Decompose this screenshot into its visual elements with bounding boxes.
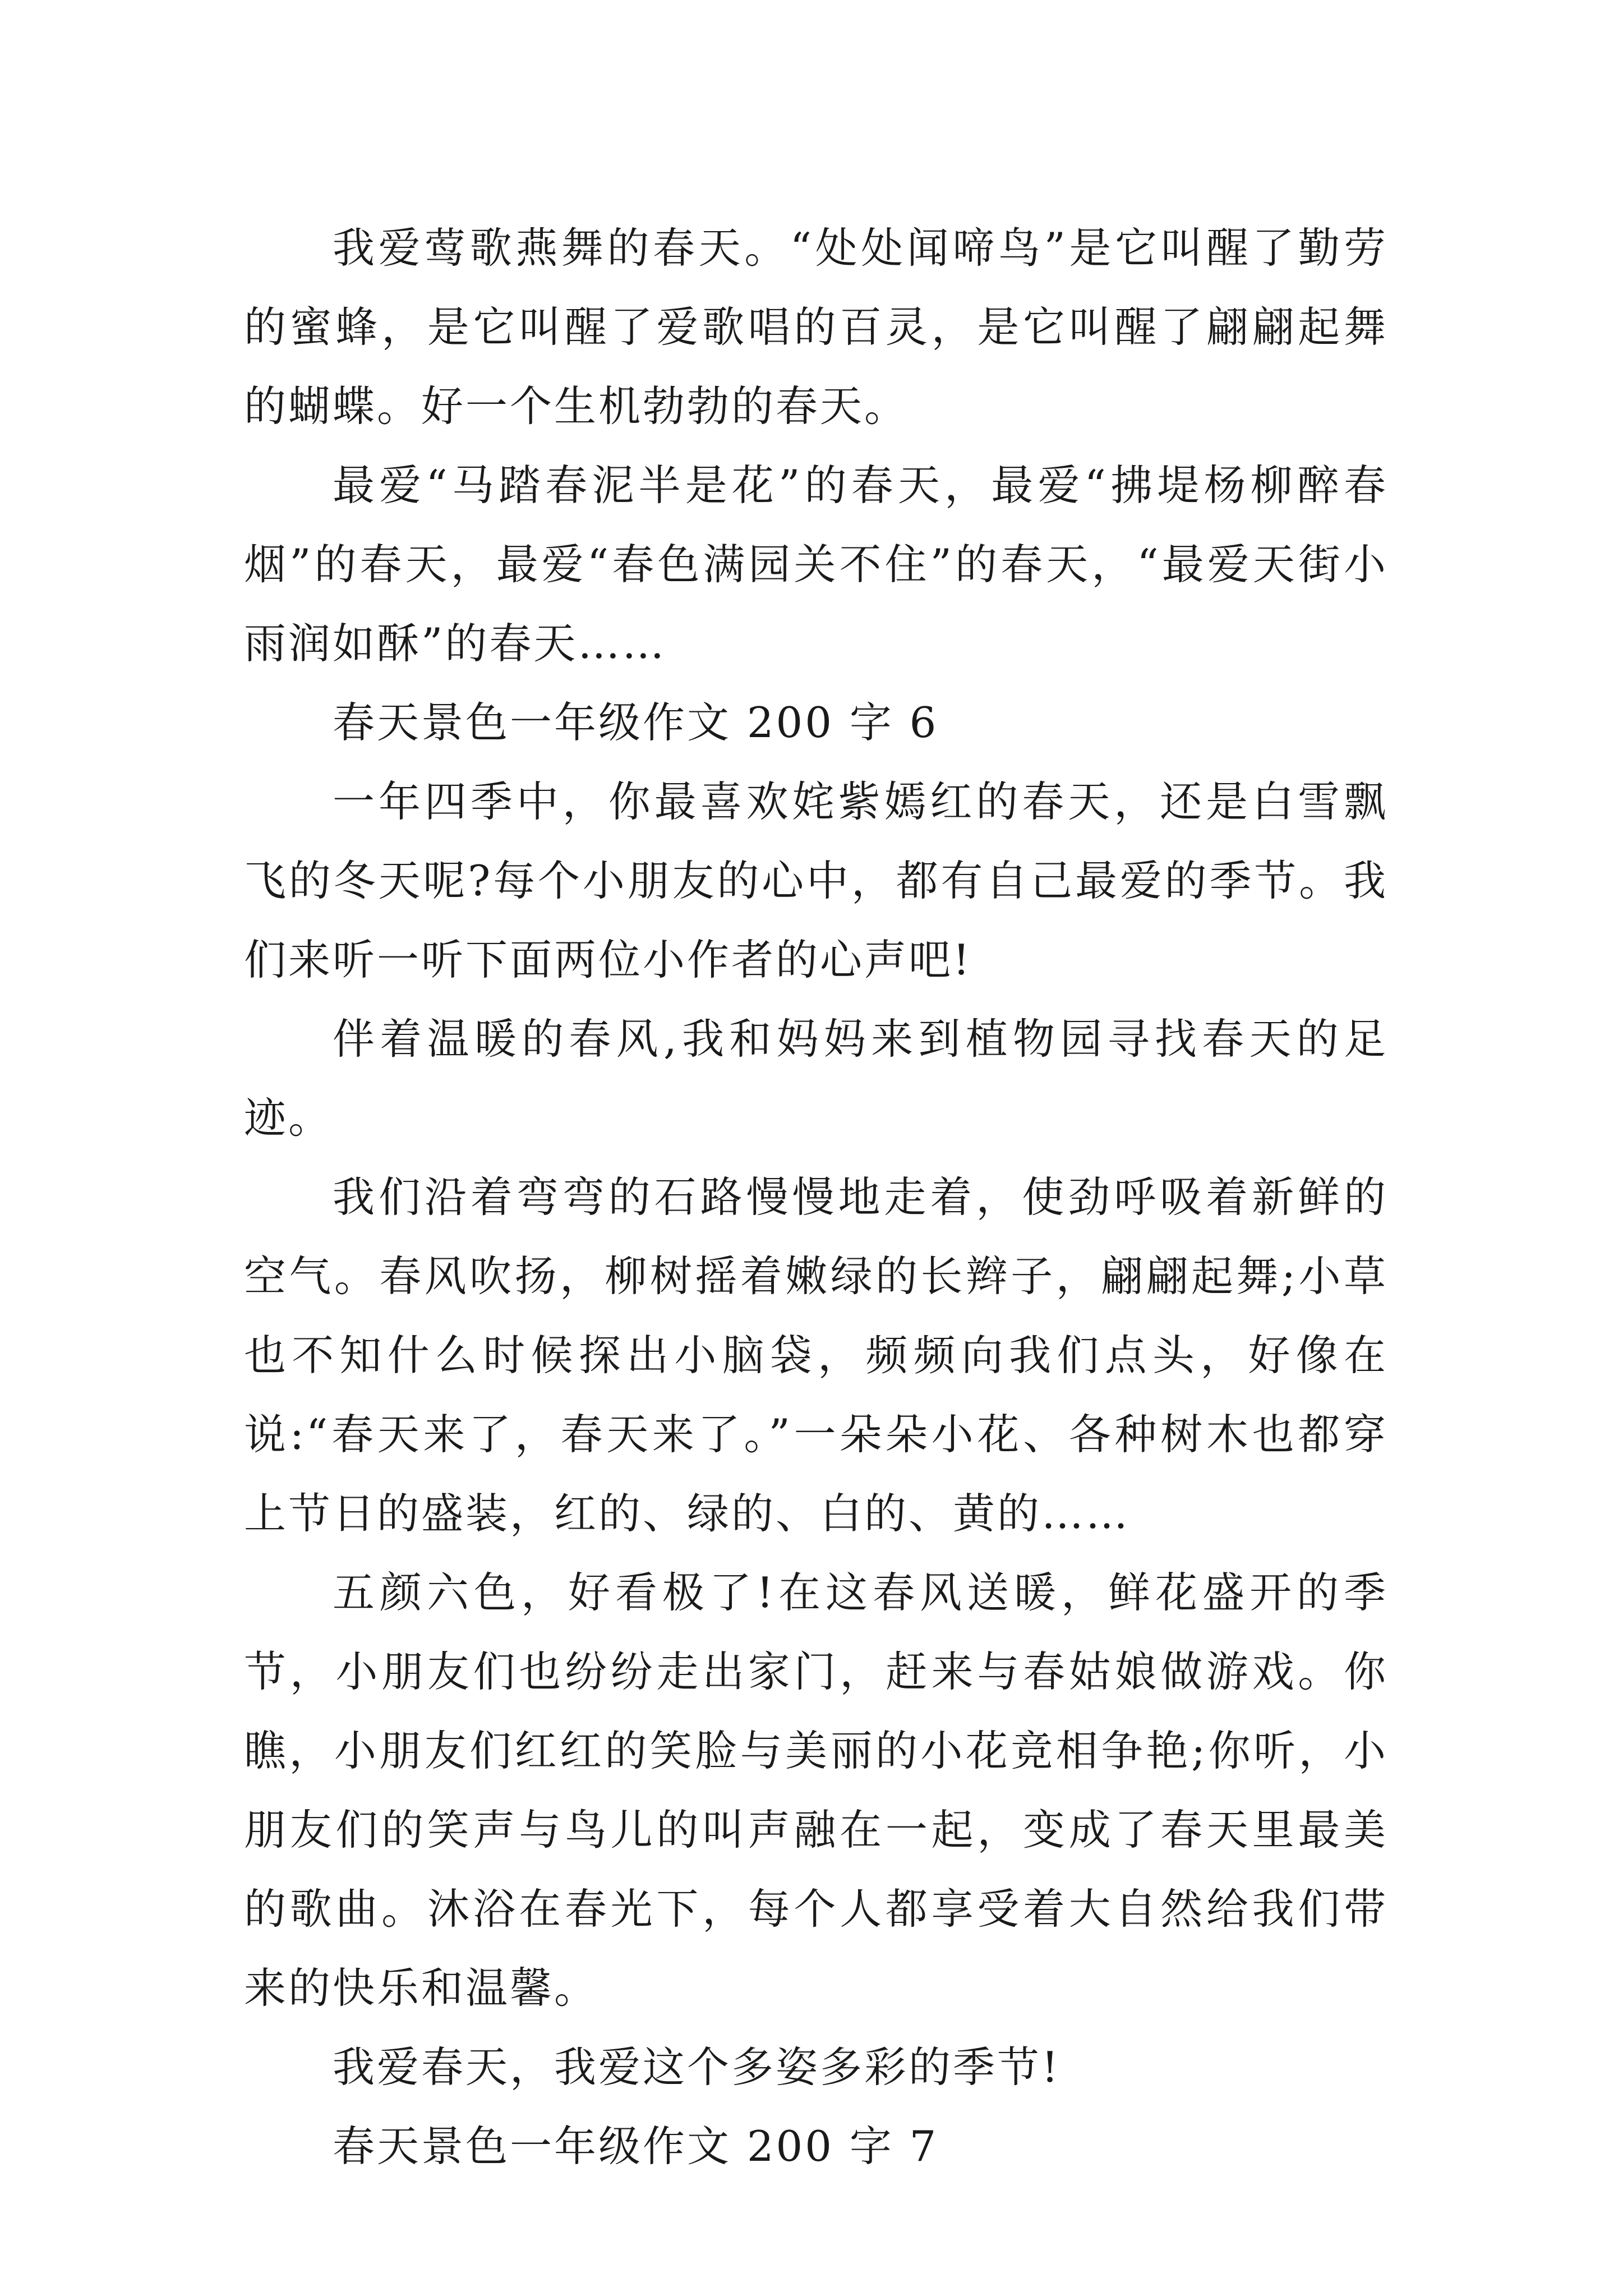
paragraph-stone-path: 我们沿着弯弯的石路慢慢地走着，使劲呼吸着新鲜的空气。春风吹扬，柳树摇着嫩绿的长辫子，翩翩起舞;小草也不知什么时候探出小脑袋，频频向我们点头，好像在说:“春天来了，春天来了。”一朵朵小花、各种树木也都穿上节日的盛装，红的、绿的、白的、黄的…… [244,1172,1388,1538]
paragraph-love-spring: 我爱春天，我爱这个多姿多彩的季节! [333,2042,1061,2092]
paragraph-oriole-spring: 我爱莺歌燕舞的春天。“处处闻啼鸟”是它叫醒了勤劳的蜜蜂，是它叫醒了爱歌唱的百灵，是它叫醒了翩翩起舞的蝴蝶。好一个生机勃勃的春天。 [244,223,1388,431]
paragraph-favorite-spring: 最爱“马踏春泥半是花”的春天，最爱“拂堤杨柳醉春烟”的春天，最爱“春色满园关不住”的春天，“最爱天街小雨润如酥”的春天…… [244,461,1388,668]
paragraph-botanical-garden: 伴着温暖的春风,我和妈妈来到植物园寻找春天的足迹。 [244,1014,1388,1143]
paragraph-colorful: 五颜六色，好看极了!在这春风送暖，鲜花盛开的季节，小朋友们也纷纷走出家门，赶来与春姑娘做游戏。你瞧，小朋友们红红的笑脸与美丽的小花竞相争艳;你听，小朋友们的笑声与鸟儿的叫声融在一起，变成了春天里最美的歌曲。沐浴在春光下，每个人都享受着大自然给我们带来的快乐和温馨。 [244,1568,1388,2013]
section-heading-7: 春天景色一年级作文 200 字 7 [333,2122,939,2171]
paragraph-four-seasons: 一年四季中，你最喜欢姹紫嫣红的春天，还是白雪飘飞的冬天呢?每个小朋友的心中，都有自己最爱的季节。我们来听一听下面两位小作者的心声吧! [244,777,1388,984]
section-heading-6: 春天景色一年级作文 200 字 6 [333,698,939,747]
document-body [244,209,1388,2186]
